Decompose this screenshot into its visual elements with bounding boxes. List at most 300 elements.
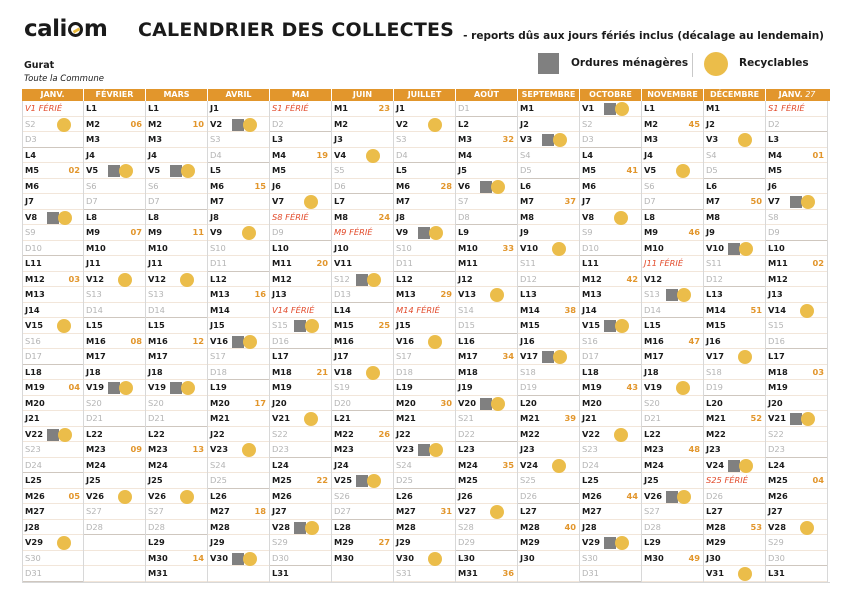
recyclables-circle-icon: [800, 521, 814, 535]
day-label: M10: [86, 242, 106, 253]
day-label: M30: [334, 552, 354, 563]
day-cell: [270, 411, 331, 427]
day-cell: [642, 132, 703, 148]
day-label: V24: [706, 459, 724, 470]
day-cell: [456, 334, 517, 350]
day-cell: [766, 318, 827, 334]
day-cell: [146, 256, 207, 272]
day-label: M22: [706, 428, 726, 439]
day-cell: [146, 163, 207, 179]
day-cell: [704, 117, 765, 133]
recyclables-circle-icon: [428, 552, 442, 566]
day-cell: [642, 163, 703, 179]
recyclables-circle-icon: [801, 412, 815, 426]
day-label: D27: [334, 506, 351, 516]
week-number: 08: [130, 335, 142, 346]
day-cell: [456, 303, 517, 319]
day-cell: [580, 473, 641, 489]
day-label: S6: [86, 180, 97, 191]
day-label: M7: [210, 196, 225, 206]
day-label: J16: [706, 335, 721, 346]
day-cell: [394, 566, 455, 582]
day-label: J8: [396, 211, 405, 222]
day-cell: [332, 101, 393, 117]
day-label: J21: [25, 413, 40, 423]
recyclables-circle-icon: [552, 242, 566, 256]
week-number: 45: [688, 118, 700, 129]
day-cell: [456, 411, 517, 427]
day-cell: [642, 458, 703, 474]
day-label: M1: [706, 103, 721, 113]
day-label: J7: [582, 196, 591, 206]
day-cell: [146, 241, 207, 257]
day-label: J11 FÉRIÉ: [644, 258, 684, 268]
day-label: D28: [644, 521, 661, 532]
day-cell: [394, 148, 455, 164]
day-label: S24: [210, 459, 226, 470]
day-cell: [84, 303, 145, 319]
day-cell: [518, 194, 579, 210]
day-label: M10: [458, 242, 478, 253]
day-label: S31: [396, 568, 412, 578]
day-cell: [642, 473, 703, 489]
day-label: M9 FÉRIÉ: [334, 227, 373, 237]
day-cell: [518, 148, 579, 164]
day-label: S11: [706, 258, 722, 268]
month-header: DÉCEMBRE: [704, 89, 766, 101]
day-cell: [580, 225, 641, 241]
day-label: V17: [520, 351, 538, 361]
day-cell: [270, 272, 331, 288]
day-label: D10: [25, 242, 42, 253]
day-cell: [146, 194, 207, 210]
day-label: M21: [396, 413, 416, 423]
day-cell: [146, 318, 207, 334]
day-cell: [642, 380, 703, 396]
day-label: L11: [582, 258, 599, 268]
month-column: [642, 101, 704, 582]
day-label: L7: [334, 196, 346, 206]
day-label: S6: [148, 180, 159, 191]
recyclables-circle-icon: [180, 490, 194, 504]
day-cell: [394, 365, 455, 381]
day-label: L6: [520, 180, 532, 191]
day-cell: [270, 163, 331, 179]
day-label: J28: [582, 521, 597, 532]
ordures-square-icon: [538, 53, 559, 74]
day-label: L1: [644, 103, 656, 113]
week-number: 40: [564, 521, 576, 532]
day-label: S27: [644, 506, 660, 516]
day-label: D7: [148, 196, 160, 206]
week-number: 35: [502, 459, 514, 470]
day-label: D11: [210, 258, 227, 268]
day-label: D3: [25, 134, 37, 144]
day-label: L25: [25, 475, 42, 485]
day-cell: [332, 163, 393, 179]
day-cell: [766, 163, 827, 179]
day-label: M2: [334, 118, 349, 129]
day-cell: [580, 504, 641, 520]
day-cell: [332, 256, 393, 272]
day-cell: [270, 132, 331, 148]
day-cell: [270, 117, 331, 133]
day-cell: [456, 442, 517, 458]
zone-name: Toute la Commune: [24, 74, 104, 84]
month-column: [208, 101, 270, 582]
commune-name: Gurat: [24, 60, 55, 71]
month-header-row: [22, 89, 830, 101]
day-label: D7: [644, 196, 656, 206]
day-cell: [332, 318, 393, 334]
day-cell: [766, 117, 827, 133]
day-cell: [766, 303, 827, 319]
day-cell: [208, 272, 269, 288]
day-label: S22: [768, 428, 784, 439]
day-label: L26: [210, 490, 227, 501]
logo-o-icon: [68, 22, 83, 37]
day-label: J25: [86, 475, 101, 485]
recyclables-circle-icon: [58, 211, 72, 225]
day-label: J14: [582, 304, 597, 315]
day-cell: [208, 179, 269, 195]
day-label: M25: [272, 475, 292, 485]
day-label: M28: [520, 521, 540, 532]
day-label: M27: [25, 506, 45, 516]
day-label: L24: [768, 459, 785, 470]
day-cell: [23, 163, 83, 179]
day-cell: [23, 551, 83, 567]
day-cell: [84, 411, 145, 427]
day-cell: [270, 225, 331, 241]
day-cell: [270, 520, 331, 536]
day-label: L31: [768, 568, 785, 578]
day-cell: [518, 272, 579, 288]
day-label: L5: [396, 165, 408, 175]
day-cell: [518, 318, 579, 334]
day-label: J15: [210, 320, 225, 330]
day-cell: [704, 225, 765, 241]
day-label: M4: [768, 149, 783, 160]
day-cell: [580, 210, 641, 226]
week-number: 10: [192, 118, 204, 129]
day-cell: [332, 148, 393, 164]
week-number: 03: [812, 366, 824, 377]
day-label: L10: [272, 242, 289, 253]
day-label: M8: [520, 211, 535, 222]
day-label: S26: [334, 490, 350, 501]
day-cell: [208, 504, 269, 520]
day-label: M20: [25, 397, 45, 408]
day-label: M8: [334, 211, 349, 222]
day-cell: [146, 132, 207, 148]
day-cell: [704, 287, 765, 303]
empty-cell: [84, 566, 145, 582]
day-label: V22: [25, 428, 43, 439]
day-label: L1: [86, 103, 98, 113]
day-label: V1 FÉRIÉ: [25, 103, 63, 113]
day-cell: [332, 442, 393, 458]
day-cell: [208, 256, 269, 272]
day-label: M26: [272, 490, 292, 501]
day-cell: [23, 194, 83, 210]
day-label: S28: [458, 521, 474, 532]
day-cell: [766, 272, 827, 288]
day-label: M19: [272, 382, 292, 392]
week-number: 42: [626, 273, 638, 284]
day-label: S20: [148, 397, 164, 408]
day-label: L26: [396, 490, 413, 501]
day-label: J29: [210, 537, 225, 547]
day-label: L13: [520, 289, 537, 299]
month-column: [518, 101, 580, 582]
day-cell: [332, 520, 393, 536]
day-label: S13: [148, 289, 164, 299]
month-column: [84, 101, 146, 582]
day-cell: [766, 504, 827, 520]
week-number: 53: [750, 521, 762, 532]
day-label: V28: [272, 521, 290, 532]
day-cell: [332, 380, 393, 396]
week-number: 52: [750, 413, 762, 423]
day-label: M24: [458, 459, 478, 470]
day-cell: [704, 241, 765, 257]
day-label: S3: [210, 134, 221, 144]
day-label: S20: [644, 397, 660, 408]
week-number: 16: [254, 289, 266, 299]
day-cell: [146, 535, 207, 551]
day-cell: [642, 194, 703, 210]
day-cell: [766, 396, 827, 412]
day-label: L24: [272, 459, 289, 470]
day-label: J24: [334, 459, 349, 470]
day-label: L15: [86, 320, 103, 330]
day-cell: [23, 520, 83, 536]
day-cell: [518, 225, 579, 241]
day-label: M14: [706, 304, 726, 315]
day-cell: [208, 427, 269, 443]
day-cell: [394, 349, 455, 365]
day-label: M15: [706, 320, 726, 330]
month-column: [456, 101, 518, 582]
day-cell: [580, 117, 641, 133]
day-cell: [704, 101, 765, 117]
day-label: J18: [644, 366, 659, 377]
day-cell: [23, 225, 83, 241]
day-label: L22: [644, 428, 661, 439]
day-cell: [518, 117, 579, 133]
day-cell: [208, 148, 269, 164]
day-cell: [394, 303, 455, 319]
day-label: V19: [148, 382, 166, 392]
day-label: V21: [768, 413, 786, 423]
recyclables-circle-icon: [490, 505, 504, 519]
day-cell: [208, 473, 269, 489]
day-label: S23: [582, 444, 598, 454]
day-label: M21: [706, 413, 726, 423]
day-label: S11: [520, 258, 536, 268]
day-cell: [332, 535, 393, 551]
day-label: M26: [768, 490, 788, 501]
day-label: J23: [706, 444, 721, 454]
day-label: M24: [148, 459, 168, 470]
day-label: S16: [25, 335, 41, 346]
recyclables-circle-icon: [305, 319, 319, 333]
day-cell: [580, 272, 641, 288]
day-cell: [208, 318, 269, 334]
day-cell: [208, 551, 269, 567]
recyclables-circle-icon: [677, 490, 691, 504]
recyclables-circle-icon: [243, 118, 257, 132]
recyclables-circle-icon: [615, 319, 629, 333]
day-cell: [704, 179, 765, 195]
week-number: 06: [130, 118, 142, 129]
day-label: J30: [520, 552, 535, 563]
day-label: V14 FÉRIÉ: [272, 304, 315, 315]
recyclables-circle-icon: [429, 443, 443, 457]
day-label: S1 FÉRIÉ: [768, 103, 805, 113]
day-label: S9: [25, 227, 36, 237]
day-cell: [394, 535, 455, 551]
month-column: [270, 101, 332, 582]
day-label: J16: [520, 335, 535, 346]
day-cell: [704, 489, 765, 505]
day-cell: [518, 163, 579, 179]
day-label: D12: [520, 273, 537, 284]
day-label: J18: [148, 366, 163, 377]
day-label: M6: [582, 180, 597, 191]
recyclables-circle-icon: [491, 180, 505, 194]
recyclables-circle-icon: [181, 164, 195, 178]
day-cell: [23, 303, 83, 319]
day-label: M11: [768, 258, 788, 268]
day-cell: [580, 303, 641, 319]
page-title: CALENDRIER DES COLLECTES: [138, 19, 455, 41]
recyclables-circle-icon: [304, 412, 318, 426]
day-label: J14: [25, 304, 40, 315]
day-cell: [518, 334, 579, 350]
day-cell: [580, 163, 641, 179]
day-label: M17: [644, 351, 664, 361]
day-label: L23: [458, 444, 475, 454]
day-label: S23: [25, 444, 41, 454]
recyclables-circle-icon: [491, 397, 505, 411]
day-cell: [580, 365, 641, 381]
day-label: M29: [706, 537, 726, 547]
day-label: M13: [25, 289, 45, 299]
day-label: D31: [582, 568, 599, 578]
day-cell: [456, 318, 517, 334]
day-label: D18: [396, 366, 413, 377]
day-cell: [580, 179, 641, 195]
day-label: L22: [86, 428, 103, 439]
day-cell: [270, 535, 331, 551]
day-cell: [84, 117, 145, 133]
empty-cell: [84, 551, 145, 567]
day-label: M23: [334, 444, 354, 454]
day-label: V18: [334, 366, 352, 377]
day-label: D28: [86, 521, 103, 532]
day-label: V12: [148, 273, 166, 284]
day-label: M17: [458, 351, 478, 361]
day-label: V3: [520, 134, 533, 144]
day-cell: [642, 411, 703, 427]
day-label: M22: [334, 428, 354, 439]
day-cell: [146, 179, 207, 195]
day-cell: [456, 427, 517, 443]
day-label: J15: [396, 320, 411, 330]
day-label: M29: [334, 537, 354, 547]
day-label: M19: [25, 382, 45, 392]
day-label: D31: [25, 568, 42, 578]
day-label: S6: [644, 180, 655, 191]
day-label: V7: [272, 196, 285, 206]
day-label: S12: [334, 273, 350, 284]
empty-cell: [332, 566, 393, 582]
day-label: M4: [272, 149, 287, 160]
day-cell: [704, 504, 765, 520]
week-number: 25: [378, 320, 390, 330]
day-cell: [270, 380, 331, 396]
month-header: JUIN: [332, 89, 394, 101]
day-label: V19: [86, 382, 104, 392]
day-label: V14: [768, 304, 786, 315]
day-cell: [456, 458, 517, 474]
day-label: M20: [210, 397, 230, 408]
week-number: 28: [440, 180, 452, 191]
day-cell: [518, 504, 579, 520]
day-cell: [580, 349, 641, 365]
day-label: S17: [396, 351, 412, 361]
recyclables-circle-icon: [553, 133, 567, 147]
day-label: V22: [582, 428, 600, 439]
legend-recyclables-label: Recyclables: [739, 57, 809, 69]
week-number: 24: [378, 211, 390, 222]
day-label: V12: [644, 273, 662, 284]
day-label: L17: [272, 351, 289, 361]
day-cell: [704, 303, 765, 319]
day-cell: [394, 272, 455, 288]
day-label: J18: [86, 366, 101, 377]
day-cell: [23, 504, 83, 520]
day-label: M5: [25, 165, 40, 175]
day-cell: [394, 551, 455, 567]
day-label: L8: [86, 211, 98, 222]
day-label: M25: [768, 475, 788, 485]
day-cell: [580, 132, 641, 148]
day-label: D5: [706, 165, 718, 175]
day-cell: [766, 380, 827, 396]
day-label: D8: [458, 211, 470, 222]
recyclables-circle-icon: [242, 226, 256, 240]
day-label: L20: [520, 397, 537, 408]
day-label: J9: [520, 227, 529, 237]
week-number: 34: [502, 351, 514, 361]
empty-cell: [84, 535, 145, 551]
day-cell: [518, 396, 579, 412]
day-cell: [456, 117, 517, 133]
day-cell: [456, 210, 517, 226]
day-cell: [84, 396, 145, 412]
day-label: M12: [768, 273, 788, 284]
day-cell: [394, 396, 455, 412]
recyclables-circle-icon: [428, 335, 442, 349]
day-label: L22: [148, 428, 165, 439]
day-cell: [394, 117, 455, 133]
day-label: D15: [458, 320, 475, 330]
day-cell: [704, 194, 765, 210]
day-cell: [456, 380, 517, 396]
